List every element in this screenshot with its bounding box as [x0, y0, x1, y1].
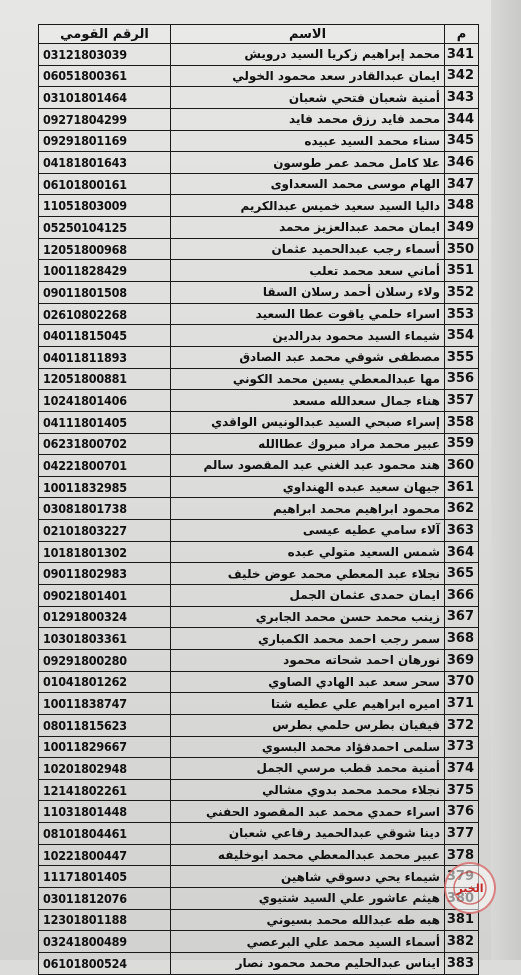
row-name: شيماء يحي دسوقي شاهين [171, 866, 445, 888]
table-row [39, 476, 479, 498]
row-national-id: 01291800324 [39, 606, 171, 628]
row-name: مها عبدالمعطي يسين محمد الكوني [171, 368, 445, 390]
table-row [39, 260, 479, 282]
row-national-id: 09291801169 [39, 130, 171, 152]
row-national-id: 04011811893 [39, 346, 171, 368]
table-row [39, 173, 479, 195]
row-name: ايمان حمدى عثمان الجمل [171, 585, 445, 607]
logo-text: الخبر [456, 882, 484, 895]
row-name: اسراء حلمي ياقوت عطا السعيد [171, 303, 445, 325]
row-number: 374 [445, 758, 479, 780]
row-national-id: 06051800361 [39, 65, 171, 87]
row-name: سمر رجب احمد محمد الكمباري [171, 628, 445, 650]
row-national-id: 10201802948 [39, 758, 171, 780]
table-row [39, 433, 479, 455]
row-number: 363 [445, 520, 479, 542]
row-number: 365 [445, 563, 479, 585]
row-national-id: 06231800702 [39, 433, 171, 455]
row-number: 378 [445, 844, 479, 866]
table-row [39, 779, 479, 801]
row-number: 362 [445, 498, 479, 520]
row-national-id: 09291800280 [39, 649, 171, 671]
row-national-id: 02101803227 [39, 520, 171, 542]
row-number: 351 [445, 260, 479, 282]
table-row [39, 801, 479, 823]
row-number: 350 [445, 238, 479, 260]
row-national-id: 04011815045 [39, 325, 171, 347]
table-row [39, 303, 479, 325]
row-name: سناء محمد السيد عبيده [171, 130, 445, 152]
row-number: 382 [445, 931, 479, 953]
row-name: مصطفى شوقي محمد عبد الصادق [171, 346, 445, 368]
row-number: 348 [445, 195, 479, 217]
row-number: 372 [445, 714, 479, 736]
row-number: 349 [445, 217, 479, 239]
table-row [39, 325, 479, 347]
row-number: 361 [445, 476, 479, 498]
row-name: إسراء صبحي السيد عبدالونيس الواقدي [171, 411, 445, 433]
table-row [39, 823, 479, 845]
row-name: سحر سعد عبد الهادي الصاوي [171, 671, 445, 693]
row-national-id: 12051800968 [39, 238, 171, 260]
row-number: 354 [445, 325, 479, 347]
row-name: اسراء حمدي محمد عبد المقصود الحفني [171, 801, 445, 823]
table-row [39, 909, 479, 931]
row-number: 359 [445, 433, 479, 455]
table-row [39, 411, 479, 433]
row-name: محمد إبراهيم زكريا السيد درويش [171, 44, 445, 66]
row-number: 377 [445, 823, 479, 845]
row-name: محمد فايد رزق محمد فايد [171, 108, 445, 130]
row-national-id: 03081801738 [39, 498, 171, 520]
row-name: ايناس عبدالحليم محمد محمود نصار [171, 952, 445, 974]
row-national-id: 12301801188 [39, 909, 171, 931]
row-name: عبير محمد مراد مبروك عطاالله [171, 433, 445, 455]
row-name: هناء جمال سعدالله مسعد [171, 390, 445, 412]
table-row [39, 152, 479, 174]
table-row [39, 195, 479, 217]
table-row [39, 628, 479, 650]
row-name: هند محمود عبد الغني عبد المقصود سالم [171, 455, 445, 477]
row-name: الهام موسى محمد السعداوى [171, 173, 445, 195]
row-name: ايمان محمد عبدالعزيز محمد [171, 217, 445, 239]
row-number: 373 [445, 736, 479, 758]
row-number: 367 [445, 606, 479, 628]
table-row [39, 714, 479, 736]
row-national-id: 10011838747 [39, 693, 171, 715]
row-national-id: 10301803361 [39, 628, 171, 650]
row-number: 344 [445, 108, 479, 130]
row-number: 352 [445, 282, 479, 304]
table-row [39, 693, 479, 715]
row-national-id: 09021801401 [39, 585, 171, 607]
row-national-id: 04111801405 [39, 411, 171, 433]
row-number: 355 [445, 346, 479, 368]
row-name: آلاء سامي عطيه عيسى [171, 520, 445, 542]
table-row [39, 390, 479, 412]
table-row [39, 758, 479, 780]
row-national-id: 03011812076 [39, 887, 171, 909]
row-name: ايمان عبدالقادر سعد محمود الخولي [171, 65, 445, 87]
row-name: أماني سعد محمد تعلب [171, 260, 445, 282]
table-row [39, 563, 479, 585]
row-name: أمنية محمد قطب مرسي الجمل [171, 758, 445, 780]
row-national-id: 03101801464 [39, 87, 171, 109]
table-row [39, 108, 479, 130]
row-national-id: 03241800489 [39, 931, 171, 953]
table-header-row [39, 25, 479, 44]
table-row [39, 585, 479, 607]
row-number: 353 [445, 303, 479, 325]
row-national-id: 12141802261 [39, 779, 171, 801]
row-national-id: 08101804461 [39, 823, 171, 845]
table-row [39, 649, 479, 671]
row-number: 358 [445, 411, 479, 433]
row-national-id: 10011832985 [39, 476, 171, 498]
row-national-id: 05250104125 [39, 217, 171, 239]
row-number: 381 [445, 909, 479, 931]
row-name: اميره ابراهيم علي عطيه شتا [171, 693, 445, 715]
row-name: عبير محمد عبدالمعطي محمد ابوخليفه [171, 844, 445, 866]
table-row [39, 931, 479, 953]
row-name: زينب محمد حسن محمد الجابري [171, 606, 445, 628]
row-name: دينا شوقي عبدالحميد رفاعي شعبان [171, 823, 445, 845]
row-name: هبه طه عبدالله محمد بسيوني [171, 909, 445, 931]
newspaper-logo-icon [444, 862, 496, 914]
row-number: 342 [445, 65, 479, 87]
table-row [39, 952, 479, 974]
table-row [39, 282, 479, 304]
names-table [38, 24, 479, 975]
row-national-id: 11031801448 [39, 801, 171, 823]
row-national-id: 10181801302 [39, 541, 171, 563]
table-row [39, 346, 479, 368]
row-name: جيهان سعيد عبده الهنداوي [171, 476, 445, 498]
row-name: محمود ابراهيم محمد ابراهيم [171, 498, 445, 520]
row-national-id: 02610802268 [39, 303, 171, 325]
row-number: 357 [445, 390, 479, 412]
row-national-id: 04181801643 [39, 152, 171, 174]
row-number: 343 [445, 87, 479, 109]
table-row [39, 606, 479, 628]
row-name: نورهان احمد شحاته محمود [171, 649, 445, 671]
row-national-id: 10011828429 [39, 260, 171, 282]
row-national-id: 03121803039 [39, 44, 171, 66]
row-name: نجلاء عبد المعطي محمد عوض خليف [171, 563, 445, 585]
row-number: 346 [445, 152, 479, 174]
row-national-id: 09011802983 [39, 563, 171, 585]
row-national-id: 09271804299 [39, 108, 171, 130]
row-national-id: 06101800524 [39, 952, 171, 974]
row-number: 364 [445, 541, 479, 563]
table-row [39, 130, 479, 152]
row-name: أسماء رجب عبدالحميد عثمان [171, 238, 445, 260]
row-number: 360 [445, 455, 479, 477]
row-number: 347 [445, 173, 479, 195]
header-name: الاسم [171, 25, 445, 44]
table-row [39, 887, 479, 909]
row-national-id: 04221800701 [39, 455, 171, 477]
row-name: شمس السعيد متولي عبده [171, 541, 445, 563]
row-national-id: 11051803009 [39, 195, 171, 217]
row-number: 366 [445, 585, 479, 607]
table-row [39, 736, 479, 758]
row-national-id: 10011829667 [39, 736, 171, 758]
row-name: أسماء السيد محمد علي البرعصي [171, 931, 445, 953]
row-national-id: 12051800881 [39, 368, 171, 390]
row-national-id: 10221800447 [39, 844, 171, 866]
table-row [39, 238, 479, 260]
row-name: فيفيان بطرس حلمي بطرس [171, 714, 445, 736]
row-name: هيثم عاشور علي السيد شتيوي [171, 887, 445, 909]
table-row [39, 217, 479, 239]
row-number: 368 [445, 628, 479, 650]
row-national-id: 08011815623 [39, 714, 171, 736]
row-name: ولاء رسلان أحمد رسلان السقا [171, 282, 445, 304]
table-row [39, 455, 479, 477]
table-row [39, 866, 479, 888]
table-row [39, 368, 479, 390]
row-name: شيماء السيد محمود بدرالدين [171, 325, 445, 347]
row-name: داليا السيد سعيد خميس عبدالكريم [171, 195, 445, 217]
table-row [39, 44, 479, 66]
row-name: أمنية شعبان فتحي شعبان [171, 87, 445, 109]
row-national-id: 10241801406 [39, 390, 171, 412]
row-number: 356 [445, 368, 479, 390]
row-number: 371 [445, 693, 479, 715]
table-row [39, 541, 479, 563]
row-number: 369 [445, 649, 479, 671]
row-national-id: 06101800161 [39, 173, 171, 195]
row-name: علا كامل محمد عمر طوسون [171, 152, 445, 174]
row-national-id: 09011801508 [39, 282, 171, 304]
table-row [39, 671, 479, 693]
row-number: 345 [445, 130, 479, 152]
table-row [39, 87, 479, 109]
row-national-id: 11171801405 [39, 866, 171, 888]
row-number: 376 [445, 801, 479, 823]
row-name: سلمى احمدفؤاد محمد البسوي [171, 736, 445, 758]
row-national-id: 01041801262 [39, 671, 171, 693]
table-row [39, 844, 479, 866]
header-number: م [445, 25, 479, 44]
table-row [39, 498, 479, 520]
header-national-id: الرقم القومي [39, 25, 171, 44]
row-number: 370 [445, 671, 479, 693]
row-number: 341 [445, 44, 479, 66]
table-row [39, 65, 479, 87]
row-name: نجلاء محمد محمد بدوي مشالي [171, 779, 445, 801]
page-edge [491, 0, 521, 960]
row-number: 383 [445, 952, 479, 974]
row-number: 375 [445, 779, 479, 801]
table-row [39, 520, 479, 542]
